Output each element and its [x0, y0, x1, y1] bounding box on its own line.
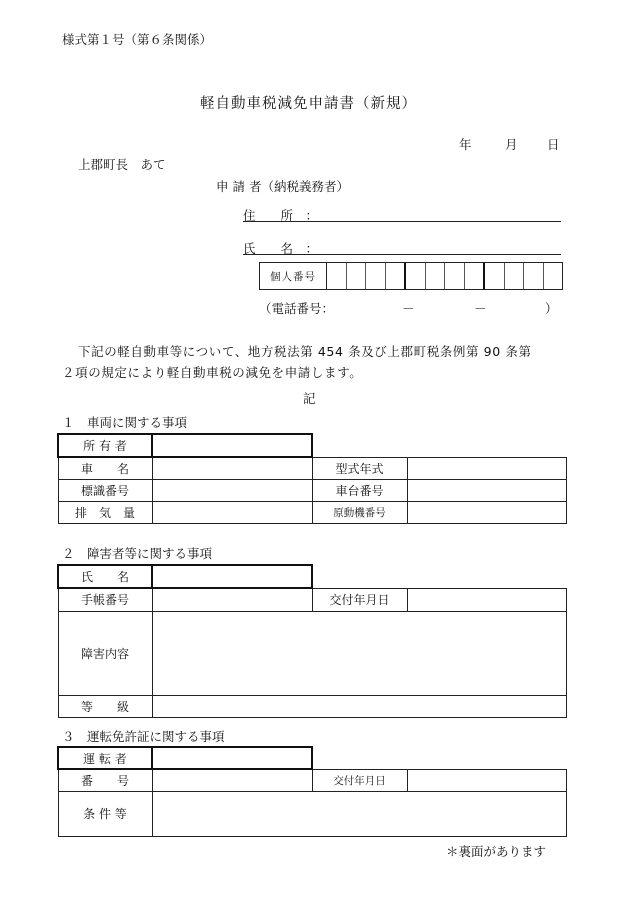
phone-dash-1: － [402, 301, 415, 316]
section2-title: ２ 障害者等に関する事項 [62, 546, 213, 561]
vehicle-name-field[interactable] [152, 457, 312, 479]
license-issue-date-label: 交付年月日 [312, 769, 407, 791]
disability-content-field[interactable] [152, 611, 566, 695]
vehicle-name-label: 車 名 [58, 457, 152, 479]
driver-label: 運 転 者 [58, 747, 152, 769]
reverse-side-note: ＊裏面があります [446, 844, 547, 859]
license-table [57, 746, 567, 837]
disability-content-label: 障害内容 [58, 611, 152, 695]
page-title: 軽自動車税減免申請書（新規） [200, 96, 417, 112]
vehicle-table [57, 433, 567, 524]
displacement-field[interactable] [152, 501, 312, 523]
owner-field[interactable] [152, 434, 312, 457]
mynumber-digit-cell[interactable] [426, 263, 446, 289]
engine-number-field[interactable] [407, 501, 566, 523]
mynumber-digit-cell[interactable] [524, 263, 544, 289]
mynumber-digit-cell[interactable] [445, 263, 465, 289]
grade-field[interactable] [152, 695, 566, 717]
mynumber-digit-cell[interactable] [505, 263, 525, 289]
chassis-number-field[interactable] [407, 479, 566, 501]
mynumber-digit-cell[interactable] [386, 263, 407, 289]
date-year-label: 年 [459, 137, 472, 152]
mynumber-digit-cell[interactable] [465, 263, 486, 289]
plate-number-field[interactable] [152, 479, 312, 501]
address-field[interactable] [243, 221, 561, 222]
mynumber-digit-cell[interactable] [485, 263, 505, 289]
mynumber-digit-cell[interactable] [347, 263, 367, 289]
section1-title: １ 車両に関する事項 [62, 415, 188, 430]
date-month-label: 月 [505, 137, 518, 152]
owner-label: 所 有 者 [58, 434, 152, 457]
mynumber-digit-cell[interactable] [544, 263, 563, 289]
phone-dash-2: － [474, 301, 487, 316]
notebook-number-field[interactable] [152, 588, 312, 611]
phone-label: （電話番号： [259, 301, 335, 316]
license-issue-date-field[interactable] [407, 769, 566, 791]
disability-table [57, 564, 567, 718]
notebook-issue-date-field[interactable] [407, 588, 566, 611]
name-field[interactable] [243, 254, 561, 255]
model-year-field[interactable] [407, 457, 566, 479]
mynumber-digit-cell[interactable] [366, 263, 386, 289]
displacement-label: 排 気 量 [58, 501, 152, 523]
engine-number-label: 原動機番号 [312, 501, 407, 523]
section3-title: ３ 運転免許証に関する事項 [62, 729, 225, 744]
phone-close: ） [545, 301, 558, 316]
conditions-field[interactable] [152, 791, 566, 836]
license-number-label: 番 号 [58, 769, 152, 791]
person-name-field[interactable] [152, 565, 312, 588]
driver-field[interactable] [152, 747, 312, 769]
notebook-issue-date-label: 交付年月日 [312, 588, 407, 611]
chassis-number-label: 車台番号 [312, 479, 407, 501]
applicant-heading: 申 請 者（納税義務者） [216, 179, 349, 194]
plate-number-label: 標識番号 [58, 479, 152, 501]
conditions-label: 条 件 等 [58, 791, 152, 836]
body-line-1: 下記の軽自動車等について、地方税法第 454 条及び上郡町税条例第 90 条第 [78, 344, 532, 359]
name-label: 氏 名 ： [243, 241, 319, 256]
mynumber-digit-cell[interactable] [327, 263, 347, 289]
person-name-label: 氏 名 [58, 565, 152, 588]
addressee: 上郡町長 あて [78, 157, 166, 172]
notebook-number-label: 手帳番号 [58, 588, 152, 611]
ki-label: 記 [303, 391, 316, 406]
mynumber-digit-cell[interactable] [406, 263, 426, 289]
form-number: 様式第１号（第６条関係） [62, 32, 213, 47]
date-day-label: 日 [547, 137, 560, 152]
body-line-2: ２項の規定により軽自動車税の減免を申請します。 [62, 365, 363, 380]
address-label: 住 所 ： [243, 208, 319, 223]
mynumber-box [259, 262, 563, 290]
grade-label: 等 級 [58, 695, 152, 717]
license-number-field[interactable] [152, 769, 312, 791]
mynumber-label: 個人番号 [260, 263, 327, 289]
model-year-label: 型式年式 [312, 457, 407, 479]
